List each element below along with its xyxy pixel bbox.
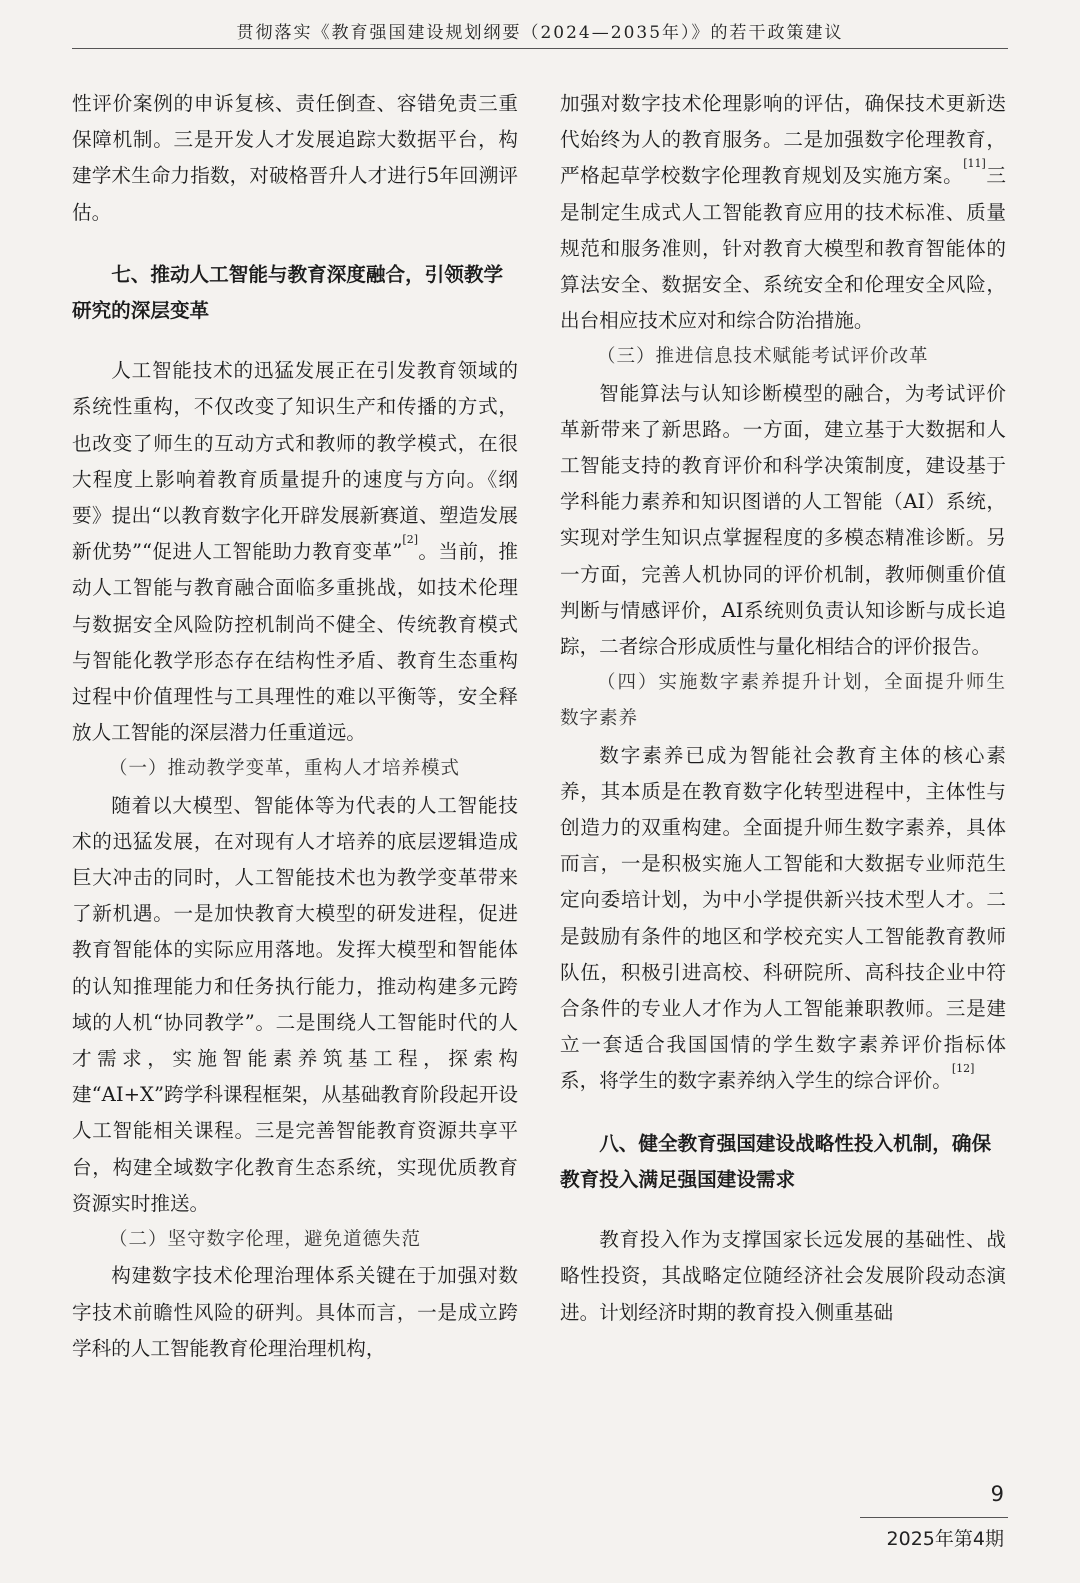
section-heading-8: 八、健全教育强国建设战略性投入机制，确保教育投入满足强国建设需求 (560, 1131, 992, 1191)
paragraph: 性评价案例的申诉复核、责任倒查、容错免责三重保障机制。三是开发人才发展追踪大数据平台，构建学术生命力指数，对破格晋升人才进行5年回溯评估。 (72, 92, 518, 224)
subsection-heading-2: （二）坚守数字伦理，避免道德失范 (109, 1229, 422, 1251)
page-number: 9 (990, 1482, 1004, 1506)
right-column (560, 86, 1006, 1331)
subsection-heading-3: （三）推进信息技术赋能考试评价改革 (597, 346, 929, 368)
paragraph: 人工智能技术的迅猛发展正在引发教育领域的系统性重构，不仅改变了知识生产和传播的方式，也改变了师生的互动方式和教师的教学模式，在很大程度上影响着教育质量提升的速度与方向。《纲要》提出“以教育数字化开辟发展新赛道、塑造发展新优势”“促进人工智能助力教育变革”[2]。当前，推动人工智能与教育融合面临多重挑战，如技术伦理与数据安全风险防控机制尚不健全、传统教育模式与智能化教学形态存在结构性矛盾、教育生态重构过程中价值理性与工具理性的难以平衡等，安全释放人工智能的深层潜力任重道远。 (72, 359, 519, 745)
running-header: 贯彻落实《教育强国建设规划纲要（2024—2035年）》的若干政策建议 (236, 23, 844, 43)
paragraph: 教育投入作为支撑国家长远发展的基础性、战略性投资，其战略定位随经济社会发展阶段动态演进。计划经济时期的教育投入侧重基础 (560, 1228, 1006, 1324)
paragraph: 构建数字技术伦理治理体系关键在于加强对数字技术前瞻性风险的研判。具体而言，一是成立跨学科的人工智能教育伦理治理机构， (72, 1264, 518, 1360)
citation-ref: [11] (963, 157, 986, 171)
footer-rule (860, 1517, 1008, 1518)
subsection-heading-4: （四）实施数字素养提升计划，全面提升师生数字素养 (560, 672, 1006, 730)
paragraph: 数字素养已成为智能社会教育主体的核心素养，其本质是在教育数字化转型进程中，主体性与创造力的双重构建。全面提升师生数字素养，具体而言，一是积极实施人工智能和大数据专业师范生定向委培计划，为中小学提供新兴技术型人才。二是鼓励有条件的地区和学校充实人工智能教育教师队伍，积极引进高校、科研院所、高科技企业中符合条件的专业人才作为人工智能兼职教师。三是建立一套适合我国国情的学生数字素养评价指标体系，将学生的数字素养纳入学生的综合评价。[12] (560, 743, 1006, 1093)
left-column (72, 86, 518, 1367)
paragraph: 智能算法与认知诊断模型的融合，为考试评价革新带来了新思路。一方面，建立基于大数据和人工智能支持的教育评价和科学决策制度，建设基于学科能力素养和知识图谱的人工智能（AI）系统，实现对学生知识点掌握程度的多模态精准诊断。另一方面，完善人机协同的评价机制，教师侧重价值判断与情感评价，AI系统则负责认知诊断与成长追踪，二者综合形成质性与量化相结合的评价报告。 (560, 381, 1006, 659)
subsection-heading-1: （一）推动教学变革，重构人才培养模式 (109, 758, 461, 780)
paragraph: 随着以大模型、智能体等为代表的人工智能技术的迅猛发展，在对现有人才培养的底层逻辑造成巨大冲击的同时，人工智能技术也为教学变革带来了新机遇。一是加快教育大模型的研发进程，促进教育智能体的实际应用落地。发挥大模型和智能体的认知推理能力和任务执行能力，推动构建多元跨域的人机“协同教学”。二是围绕人工智能时代的人才需求，实施智能素养筑基工程，探索构建“AI+X”跨学科课程框架，从基础教育阶段起开设人工智能相关课程。三是完善智能教育资源共享平台，构建全域数字化教育生态系统，实现优质教育资源实时推送。 (72, 793, 518, 1215)
issue-label: 2025年第4期 (886, 1528, 1004, 1550)
citation-ref: [2] (402, 533, 419, 547)
citation-ref: [12] (951, 1062, 975, 1076)
paragraph: 加强对数字技术伦理影响的评估，确保技术更新迭代始终为人的教育服务。二是加强数字伦理教育，严格起草学校数字伦理教育规划及实施方案。[11]三是制定生成式人工智能教育应用的技术标准、质量规范和服务准则，针对教育大模型和教育智能体的算法安全、数据安全、系统安全和伦理安全风险，出台相应技术应对和综合防治措施。 (560, 92, 1007, 333)
header-rule (72, 48, 1008, 49)
section-heading-7: 七、推动人工智能与教育深度融合，引领教学研究的深层变革 (72, 262, 504, 323)
